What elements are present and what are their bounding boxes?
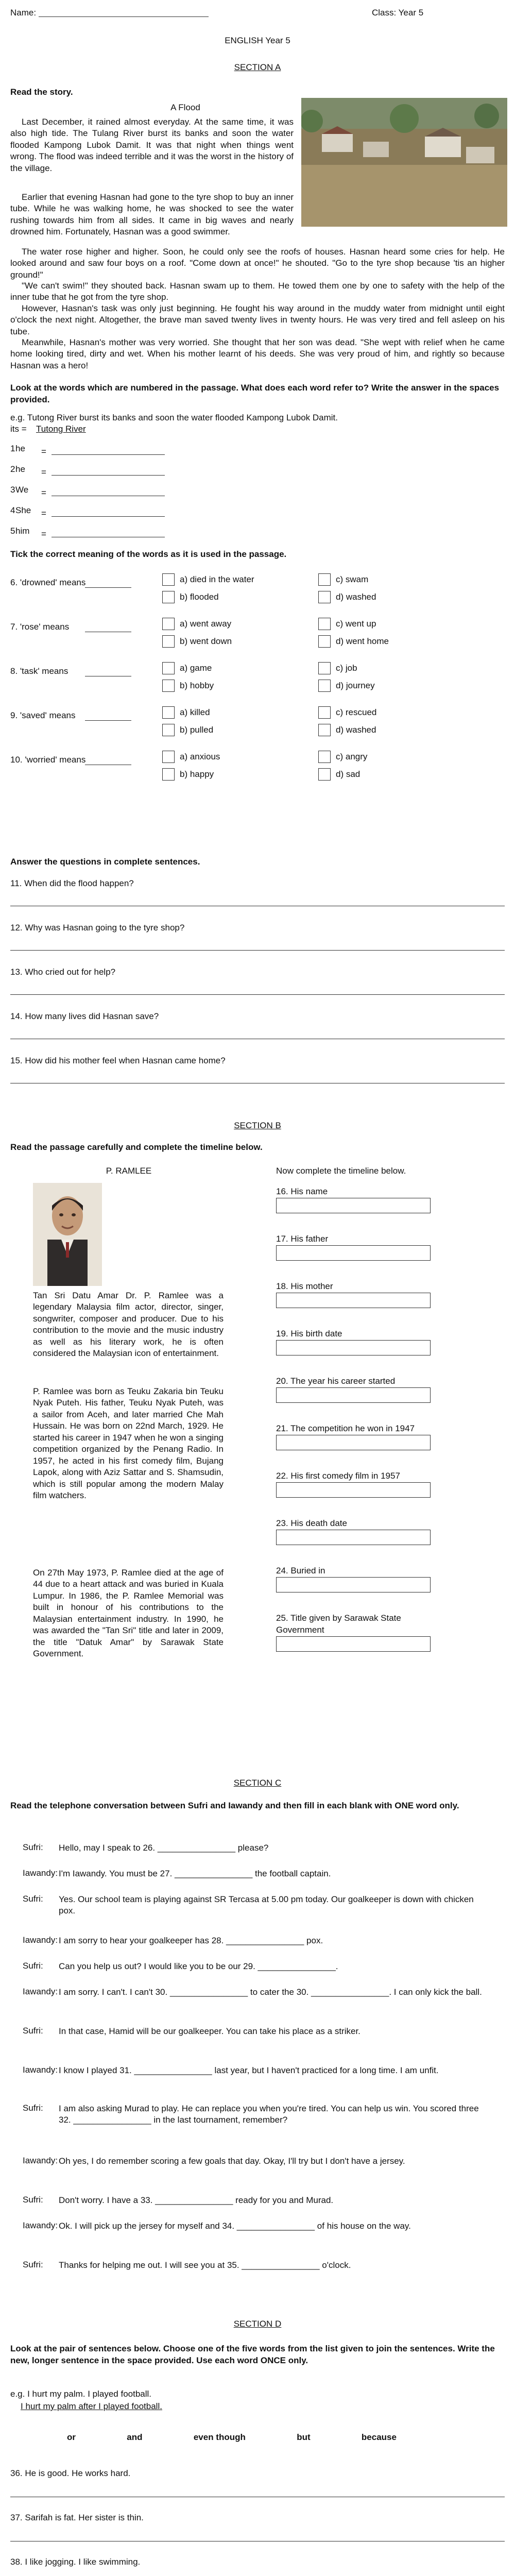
bio-title: P. RAMLEE — [106, 1166, 152, 1176]
tick-box[interactable] — [162, 618, 175, 630]
option-label: d) sad — [336, 769, 360, 779]
tick-box[interactable] — [318, 662, 331, 674]
timeline-answer-box[interactable] — [276, 1293, 431, 1308]
q2-item-label: 8. 'task' means — [10, 666, 68, 676]
q3-answer-line[interactable] — [10, 950, 505, 951]
utterance: I know I played 31. ________________ last year, but I haven't practiced for a long time. I am unfit. — [59, 2065, 439, 2075]
timeline-label: 23. His death date — [276, 1518, 347, 1528]
q1-answer-line[interactable] — [52, 475, 165, 476]
d-question: 38. I like jogging. I like swimming. — [10, 2557, 141, 2567]
timeline-label: 24. Buried in — [276, 1566, 325, 1575]
convo-line — [23, 2065, 486, 2076]
speaker: Sufri: — [23, 2195, 43, 2205]
timeline-answer-box[interactable] — [276, 1198, 431, 1213]
timeline-item — [276, 1186, 431, 1233]
tick-box[interactable] — [162, 591, 175, 603]
q1-list — [10, 441, 268, 544]
speaker: Iawandy: — [23, 2221, 58, 2230]
speaker: Sufri: — [23, 1842, 43, 1852]
story-paragraph-4: "We can't swim!" they shouted back. Hasnan swam up to them. He towed them one by one to safety with the help of the inner tube that he got from the tyre shop. — [10, 281, 505, 302]
tick-box[interactable] — [318, 635, 331, 648]
convo-line — [23, 1842, 486, 1854]
option-label: d) washed — [336, 591, 376, 602]
convo-line — [23, 1868, 486, 1879]
story-instruction: Read the story. — [10, 87, 73, 97]
tick-box[interactable] — [318, 768, 331, 781]
convo-line — [23, 1987, 486, 1998]
option-label: d) went home — [336, 636, 389, 646]
q3-question: 15. How did his mother feel when Hasnan came home? — [10, 1056, 226, 1065]
speaker: Sufri: — [23, 2260, 43, 2269]
section-c-title: SECTION C — [233, 1778, 282, 1788]
option-label: c) rescued — [336, 707, 377, 717]
speaker: Iawandy: — [23, 2065, 58, 2075]
option-label: a) anxious — [180, 751, 220, 761]
conjunction-word: or — [67, 2432, 76, 2442]
timeline-item — [276, 1613, 431, 1660]
conjunction-word: because — [361, 2432, 397, 2442]
tick-box[interactable] — [162, 635, 175, 648]
section-a-title: SECTION A — [234, 62, 281, 72]
q1-item-number: 5 — [10, 526, 15, 536]
q1-item-number: 2 — [10, 464, 15, 474]
timeline-item — [276, 1233, 431, 1281]
q1-item-word: he — [15, 444, 25, 453]
speaker: Sufri: — [23, 2026, 43, 2036]
conjunction-word: even though — [193, 2432, 246, 2442]
q1-item — [10, 523, 268, 544]
utterance: Can you help us out? I would like you to be our 29. ________________. — [59, 1961, 338, 1971]
timeline-answer-box[interactable] — [276, 1577, 431, 1592]
q1-answer-line[interactable] — [52, 454, 165, 455]
q2-item — [10, 749, 505, 793]
timeline-label: 20. The year his career started — [276, 1376, 396, 1386]
section-b-title: SECTION B — [234, 1121, 281, 1130]
timeline-label: 19. His birth date — [276, 1329, 342, 1338]
page-title: ENGLISH Year 5 — [225, 36, 290, 45]
utterance: Ok. I will pick up the jersey for myself and 34. ________________ of his house on the way. — [59, 2221, 411, 2231]
tick-box[interactable] — [318, 680, 331, 692]
utterance: Don't worry. I have a 33. ________________ ready for you and Murad. — [59, 2195, 334, 2205]
utterance: I am sorry. I can't. I can't 30. ________________ to cater the 30. ________________. I can only kick the ball. — [59, 1987, 482, 1997]
convo-line — [23, 1894, 486, 1917]
section-d-example-answer: I hurt my palm after I played football. — [21, 2401, 162, 2411]
tick-box[interactable] — [318, 573, 331, 586]
q2-item — [10, 616, 505, 660]
q1-item-number: 1 — [10, 444, 15, 453]
class-label: Class: Year 5 — [372, 8, 424, 18]
q3-question: 12. Why was Hasnan going to the tyre shop? — [10, 923, 185, 933]
q1-item — [10, 462, 268, 482]
option-label: b) happy — [180, 769, 214, 779]
tick-box[interactable] — [318, 706, 331, 719]
option-label: c) went up — [336, 618, 376, 629]
timeline-answer-box[interactable] — [276, 1340, 431, 1355]
section-b-instruction: Read the passage carefully and complete the timeline below. — [10, 1142, 263, 1152]
option-label: a) went away — [180, 618, 232, 629]
convo-line — [23, 2260, 486, 2271]
convo-line — [23, 2156, 486, 2167]
timeline-item — [276, 1328, 431, 1376]
timeline-answer-box[interactable] — [276, 1530, 431, 1545]
utterance: Oh yes, I do remember scoring a few goals that day. Okay, I'll try but I don't have a jersey. — [59, 2156, 405, 2166]
convo-line — [23, 1935, 486, 1946]
convo-line — [23, 2221, 486, 2232]
convo-line — [23, 2195, 486, 2206]
story-paragraph-6: Meanwhile, Hasnan's mother was very worried. She thought that her son was dead. "She wept with relief when he came home looking tired, dirty and wet. When his mother learnt of his deeds. She was very proud of him, and rightly so because Hasnan was a hero! — [10, 337, 505, 370]
q3-answer-line[interactable] — [10, 994, 505, 995]
speaker: Iawandy: — [23, 2156, 58, 2165]
q1-answer-line[interactable] — [52, 516, 165, 517]
timeline-label: 25. Title given by Sarawak State Government — [276, 1613, 401, 1635]
q1-example-answer: Tutong River — [36, 424, 86, 434]
p-ramlee-portrait — [33, 1183, 102, 1286]
q1-item-number: 3 — [10, 485, 15, 495]
q1-item-word: him — [15, 526, 30, 536]
option-label: c) swam — [336, 574, 369, 584]
q1-item-number: 4 — [10, 505, 15, 515]
utterance: Yes. Our school team is playing against SR Tercasa at 5.00 pm today. Our goalkeeper is down with chicken pox. — [59, 1894, 474, 1916]
option-label: a) died in the water — [180, 574, 254, 584]
d-question: 37. Sarifah is fat. Her sister is thin. — [10, 2513, 144, 2522]
tick-box[interactable] — [162, 680, 175, 692]
q2-item — [10, 660, 505, 705]
q3-instruction: Answer the questions in complete sentences. — [10, 857, 200, 867]
timeline-item — [276, 1376, 431, 1423]
tick-box[interactable] — [162, 724, 175, 736]
option-label: b) hobby — [180, 680, 214, 690]
story-paragraph-1: Last December, it rained almost everyday. At the same time, it was also high tide. The Tulang River burst its banks and soon the water flooded Kampong Lubok Damit. It was that night when things went wrong. The flood was indeed terrible and it was the worst in the history of the village. — [10, 117, 294, 173]
q1-item-equals: = — [41, 447, 46, 456]
timeline — [276, 1186, 431, 1660]
timeline-item — [276, 1565, 431, 1613]
timeline-answer-box[interactable] — [276, 1482, 431, 1498]
option-label: d) washed — [336, 724, 376, 735]
story-paragraph-3: The water rose higher and higher. Soon, he could only see the roofs of houses. Hasnan heard some cries for help. He looked around and saw four boys on a roof. "Come down at once!" he shouted. "Go to the tyre shop because 'tis an higher ground!" — [10, 247, 505, 280]
q2-answer-line[interactable] — [85, 587, 131, 588]
flood-photo — [301, 98, 507, 227]
option-label: c) angry — [336, 751, 368, 761]
q2-item-label: 7. 'rose' means — [10, 622, 70, 632]
q2-item-label: 6. 'drowned' means — [10, 578, 86, 587]
q1-example-its: its = — [10, 424, 27, 434]
q1-item — [10, 441, 268, 462]
section-d-instruction: Look at the pair of sentences below. Choose one of the five words from the list given to join the sentences. Write the new, longer sentence in the space provided. Use each word ONCE only. — [10, 2344, 495, 2365]
q1-example: e.g. Tutong River burst its banks and soon the water flooded Kampong Lubok Damit. — [10, 413, 338, 422]
utterance: In that case, Hamid will be our goalkeeper. You can take his place as a striker. — [59, 2026, 360, 2036]
timeline-answer-box[interactable] — [276, 1245, 431, 1261]
timeline-item — [276, 1470, 431, 1518]
speaker: Sufri: — [23, 2103, 43, 2113]
q1-item-equals: = — [41, 509, 46, 518]
q1-item-word: he — [15, 464, 25, 474]
option-label: d) journey — [336, 680, 375, 690]
tick-box[interactable] — [318, 724, 331, 736]
timeline-label: 16. His name — [276, 1187, 328, 1196]
utterance: I'm Iawandy. You must be 27. ________________ the football captain. — [59, 1869, 331, 1878]
timeline-label: 21. The competition he won in 1947 — [276, 1423, 415, 1433]
tick-box[interactable] — [318, 751, 331, 763]
timeline-label: 18. His mother — [276, 1281, 333, 1291]
speaker: Iawandy: — [23, 1987, 58, 1996]
utterance: Hello, may I speak to 26. ________________ please? — [59, 1843, 269, 1853]
q2-instruction: Tick the correct meaning of the words as it is used in the passage. — [10, 549, 287, 559]
timeline-item — [276, 1518, 431, 1565]
convo-line — [23, 2103, 486, 2126]
timeline-item — [276, 1423, 431, 1470]
story-title: A Flood — [170, 103, 200, 112]
conjunction-list — [67, 2432, 397, 2444]
q2-item — [10, 705, 505, 749]
bio-paragraph-2: P. Ramlee was born as Teuku Zakaria bin Teuku Nyak Puteh. His father, Teuku Nyak Puteh, was a sailor from Aceh, and later married Che Mah Hussain. He was born on 22nd March, 1929. He started his career in 1947 when he won a singing competition organized by the Penang Radio. In 1957, he acted in his first comedy film, Bujang Lapok, along with Aziz Sattar and S. Shamsudin, which is still popular among the modern Malay film watchers. — [33, 1386, 224, 1500]
timeline-answer-box[interactable] — [276, 1435, 431, 1450]
option-label: a) killed — [180, 707, 210, 717]
option-label: c) job — [336, 663, 357, 673]
convo-line — [23, 1961, 486, 1972]
conjunction-word: but — [297, 2432, 311, 2442]
tick-box[interactable] — [318, 591, 331, 603]
option-label: b) pulled — [180, 724, 214, 735]
timeline-answer-box[interactable] — [276, 1387, 431, 1403]
q1-item-equals: = — [41, 467, 46, 477]
tick-box[interactable] — [162, 706, 175, 719]
q1-item-word: She — [15, 505, 31, 515]
name-label: Name: — [10, 8, 37, 18]
q2-item — [10, 572, 505, 616]
option-label: b) went down — [180, 636, 232, 646]
q1-item-word: We — [15, 485, 29, 495]
story-paragraph-5: However, Hasnan's task was only just beginning. He fought his way around in the muddy water from midnight until eight o'clock the next night. Altogether, the brave man saved twenty lives in twenty hours. He was very tired and fell asleep on his tube. — [10, 303, 505, 336]
speaker: Iawandy: — [23, 1935, 58, 1945]
timeline-answer-box[interactable] — [276, 1636, 431, 1652]
utterance: Thanks for helping me out. I will see you at 35. ________________ o'clock. — [59, 2260, 351, 2270]
q2-item-label: 10. 'worried' means — [10, 755, 86, 765]
story-paragraph-2: Earlier that evening Hasnan had gone to the tyre shop to buy an inner tube. While he was walking home, he was shocked to see the water rushing towards him from all sides. It came in big waves and nearly drowned him. Fortunately, Hasnan was a good swimmer. — [10, 192, 294, 237]
utterance: I am sorry to hear your goalkeeper has 28. ________________ pox. — [59, 1936, 323, 1945]
timeline-item — [276, 1281, 431, 1328]
conjunction-word: and — [127, 2432, 143, 2442]
q2-item-label: 9. 'saved' means — [10, 710, 76, 720]
section-d-title: SECTION D — [233, 2319, 282, 2329]
q3-question: 11. When did the flood happen? — [10, 878, 134, 888]
q3-question: 13. Who cried out for help? — [10, 967, 116, 977]
speaker: Sufri: — [23, 1961, 43, 1971]
tick-box[interactable] — [162, 751, 175, 763]
section-c-instruction: Read the telephone conversation between Sufri and Iawandy and then fill in each blank with ONE word only. — [10, 1801, 459, 1810]
q2-answer-line[interactable] — [85, 720, 131, 721]
q1-instruction: Look at the words which are numbered in the passage. What does each word refer to? Write the answer in the spaces provided. — [10, 383, 500, 404]
name-input[interactable] — [39, 16, 209, 17]
q1-item-equals: = — [41, 488, 46, 498]
section-d-example: e.g. I hurt my palm. I played football. — [10, 2389, 152, 2399]
q3-question: 14. How many lives did Hasnan save? — [10, 1011, 159, 1021]
option-label: a) game — [180, 663, 212, 673]
timeline-label: 17. His father — [276, 1234, 329, 1244]
q2-list — [10, 572, 505, 793]
d-question: 36. He is good. He works hard. — [10, 2468, 131, 2478]
option-label: b) flooded — [180, 591, 219, 602]
tick-box[interactable] — [162, 573, 175, 586]
q1-item — [10, 482, 268, 503]
q1-item — [10, 503, 268, 523]
timeline-label: 22. His first comedy film in 1957 — [276, 1471, 400, 1481]
timeline-header: Now complete the timeline below. — [276, 1166, 406, 1176]
utterance: I am also asking Murad to play. He can replace you when you're tired. You can help us win. You scored three 32. ________________ in the last tournament, remember? — [59, 2104, 479, 2125]
speaker: Iawandy: — [23, 1868, 58, 1878]
bio-paragraph-1: Tan Sri Datu Amar Dr. P. Ramlee was a legendary Malaysia film actor, director, singer, songwriter, composer and producer. Due to his contribution to the movie and the music industry as well as his literary work, he is often considered the Malaysian icon of entertainment. — [33, 1291, 224, 1359]
tick-box[interactable] — [162, 768, 175, 781]
tick-box[interactable] — [318, 618, 331, 630]
q1-item-equals: = — [41, 529, 46, 539]
bio-paragraph-3: On 27th May 1973, P. Ramlee died at the age of 44 due to a heart attack and was buried in Kuala Lumpur. In 1986, the P. Ramlee Memorial was built in honour of his contributions to the Malaysian entertainment industry. In 1990, he was awarded the "Tan Sri" title and later in 2009, the title "Datuk Amar" by Sarawak State Government. — [33, 1568, 224, 1659]
tick-box[interactable] — [162, 662, 175, 674]
speaker: Sufri: — [23, 1894, 43, 1904]
convo-line — [23, 2026, 486, 2037]
